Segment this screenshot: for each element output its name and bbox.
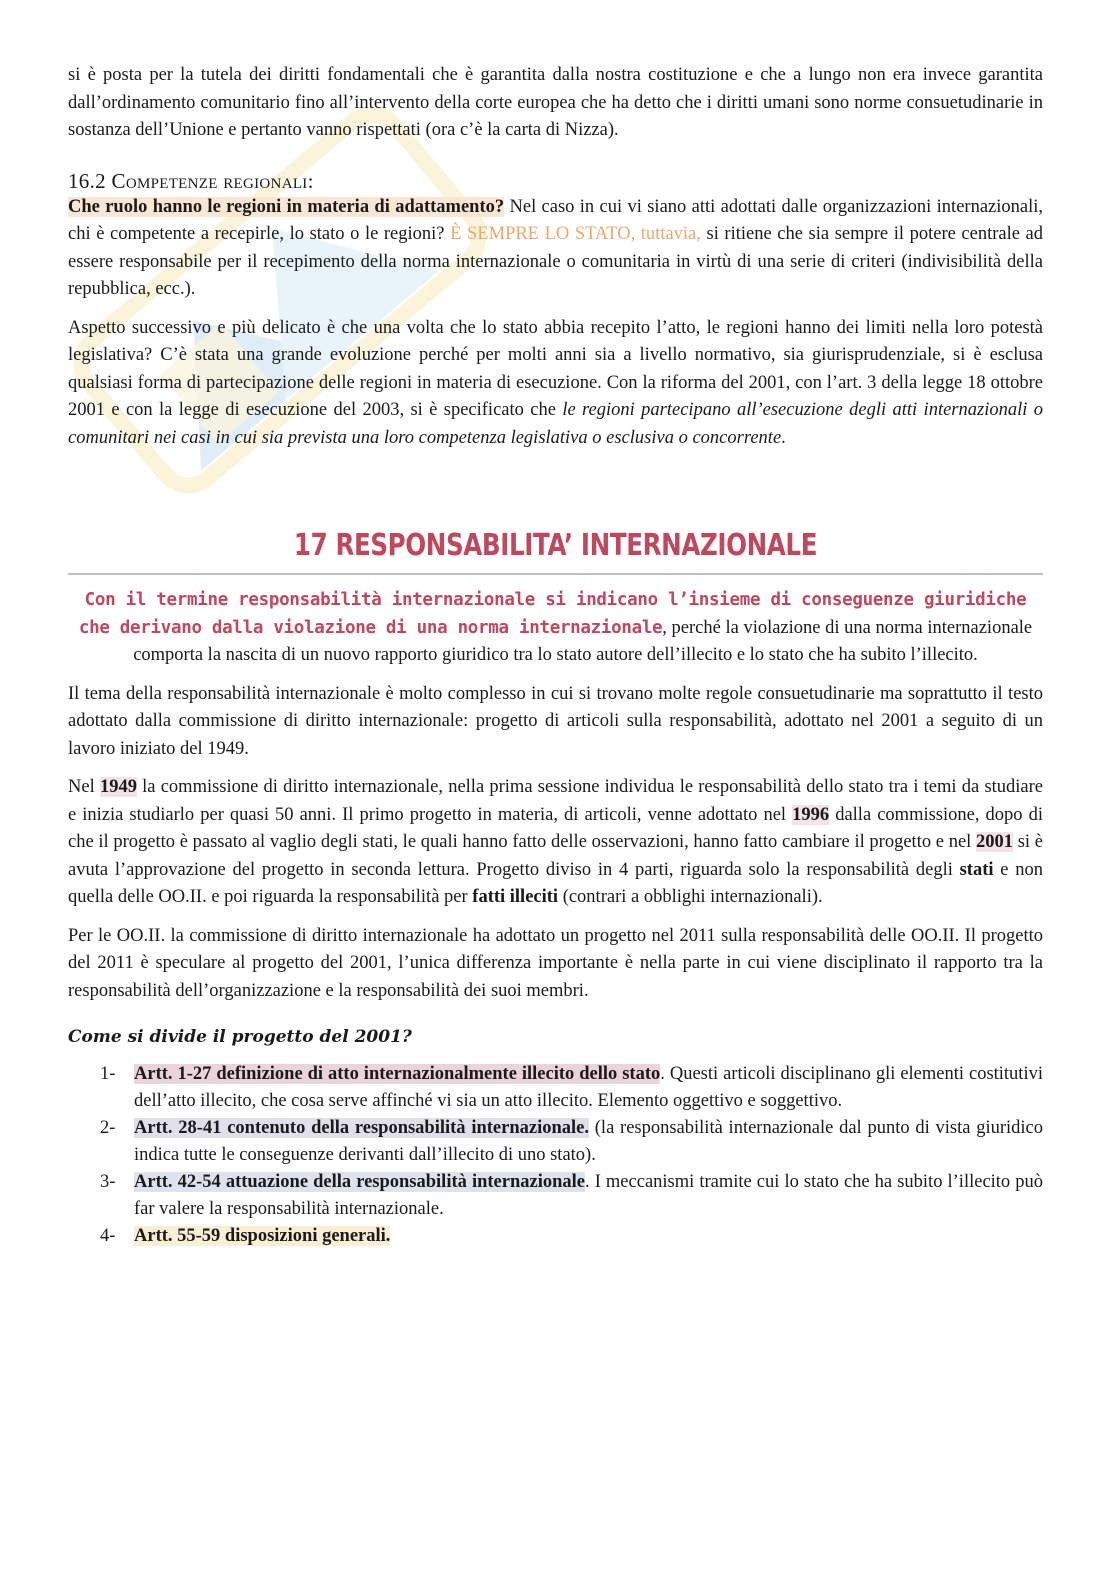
definition-highlight: Con il termine responsabilità internazionale si indicano l’insieme di conseguenze giuridiche che derivano dalla violazione di una norma internazionale [78, 590, 1027, 638]
year-2001: 2001 [976, 832, 1014, 852]
year-1996: 1996 [792, 804, 830, 825]
regions-limits-paragraph: Aspetto successivo e più delicato è che una volta che lo stato abbia recepito l’atto, le regioni hanno dei limiti nella loro potestà legislativa? C’è stata una grande evoluzione perché per molti anni sia a livello normativo, sia giurisprudenziale, si è esclusa qualsiasi forma di partecipazione delle regioni in materia di esecuzione. Con la riforma del 2001, con l’art. 3 della legge 18 ottobre 2001 e con la legge di esecuzione del 2003, si è specificato che le regioni partecipano all’esecuzione degli atti internazionali o comunitari nei casi in cui sia prevista una loro competenza legislativa o esclusiva o concorrente. [68, 317, 1043, 448]
history-paragraph: Nel 1949 la commissione di diritto internazionale, nella prima sessione individua le responsabilità dello stato tra i temi da studiare e inizia studiarlo per quasi 50 anni. Il primo progetto in materia, di articoli, venne adottato nel 1996 dalla commissione, dopo di che il progetto è passato al vaglio degli stati, le quali hanno fatto delle osservazioni, hanno fatto cambiare il progetto e nel 2001 si è avuta l’approvazione del progetto in seconda lettura. Progetto diviso in 4 parti, riguarda solo la responsabilità degli stati e non quella delle OO.II. e poi riguarda la responsabilità per fatti illeciti (contrari a obblighi internazionali). [68, 777, 1044, 907]
theme-paragraph: Il tema della responsabilità internazionale è molto complesso in cui si trovano molte regole consuetudinarie ma soprattutto il testo adottato dalla commissione di diritto internazionale: progetto di articoli sulla responsabilità, adottato nel 2001 a seguito di un lavoro iniziato del 1949. [68, 683, 1043, 759]
answer-orange: È SEMPRE LO STATO, tuttavia, [450, 224, 701, 244]
section-title: Competenze regionali: [111, 168, 314, 193]
highlighted-question: Che ruolo hanno le regioni in materia di adattamento? [68, 196, 505, 217]
oo-ii-paragraph: Per le OO.II. la commissione di diritto internazionale ha adottato un progetto nel 2011 sulla responsabilità delle OO.II. Il progetto del 2011 è speculare al progetto del 2001, l’unica differenza importante è nella parte in cui viene disciplinato il rapporto tra la responsabilità dell’organizzazione e la responsabilità dei suoi membri. [68, 925, 1043, 1001]
list-item: 2- Artt. 28-41 contenuto della responsabilità internazionale. (la responsabilità internazionale dal punto di vista giuridico indica tutte le conseguenze derivanti dall’illecito di uno stato). [100, 1118, 1044, 1165]
section-heading-16-2 [68, 169, 1043, 194]
bold-stati: stati [959, 859, 994, 880]
question-heading: Come si divide il progetto del 2001? [68, 1027, 412, 1047]
list-item: 3- Artt. 42-54 attuazione della responsabilità internazionale. I meccanismi tramite cui lo stato che ha subito l’illecito può far valere la responsabilità internazionale. [100, 1172, 1044, 1219]
intro-paragraph: si è posta per la tutela dei diritti fondamentali che è garantita dalla nostra costituzione e che a lungo non era invece garantita dall’ordinamento comunitario fino all’intervento della corte europea che ha detto che i diritti umani sono norme consuetudinarie in sostanza dell’Unione e pertanto vanno rispettati (ora c’è la carta di Nizza). [68, 65, 1043, 140]
chapter-title: 17 RESPONSABILITA’ INTERNAZIONALE [293, 528, 818, 563]
page-content [68, 62, 1043, 1250]
project-parts-list [68, 1061, 1043, 1250]
year-1949: 1949 [99, 777, 137, 797]
section-number: 16.2 [68, 168, 106, 193]
definition-paragraph: Con il termine responsabilità internazionale si indicano l’insieme di conseguenze giuridiche che derivano dalla violazione di una norma internazionale, perché la violazione di una norma internazionale comporta la nascita di un nuovo rapporto giuridico tra lo stato autore dell’illecito e lo stato che ha subito l’illecito. [78, 590, 1033, 665]
regional-competence-paragraph: Che ruolo hanno le regioni in materia di adattamento? Nel caso in cui vi siano atti adottati dalle organizzazioni internazionali, chi è competente a recepirle, lo stato o le regioni? È SEMPRE LO STATO, tuttavia, si ritiene che sia sempre il potere centrale ad essere responsabile per il recepimento della norma internazionale o comunitaria in virtù di una serie di criteri (indivisibilità della repubblica, ecc.). [68, 196, 1044, 299]
list-item: 4- Artt. 55-59 disposizioni generali. [100, 1226, 391, 1246]
list-item: 1- Artt. 1-27 definizione di atto internazionalmente illecito dello stato. Questi articoli disciplinano gli elementi costitutivi dell’atto illecito, che cosa serve affinché vi sia un atto illecito. Elemento oggettivo e soggettivo. [100, 1064, 1043, 1111]
bold-fatti-illeciti: fatti illeciti [472, 887, 559, 907]
italic-statement: le regioni partecipano all’esecuzione degli atti internazionali o comunitari nei casi in cui sia prevista una loro competenza legislativa o esclusiva o concorrente [68, 400, 1043, 448]
